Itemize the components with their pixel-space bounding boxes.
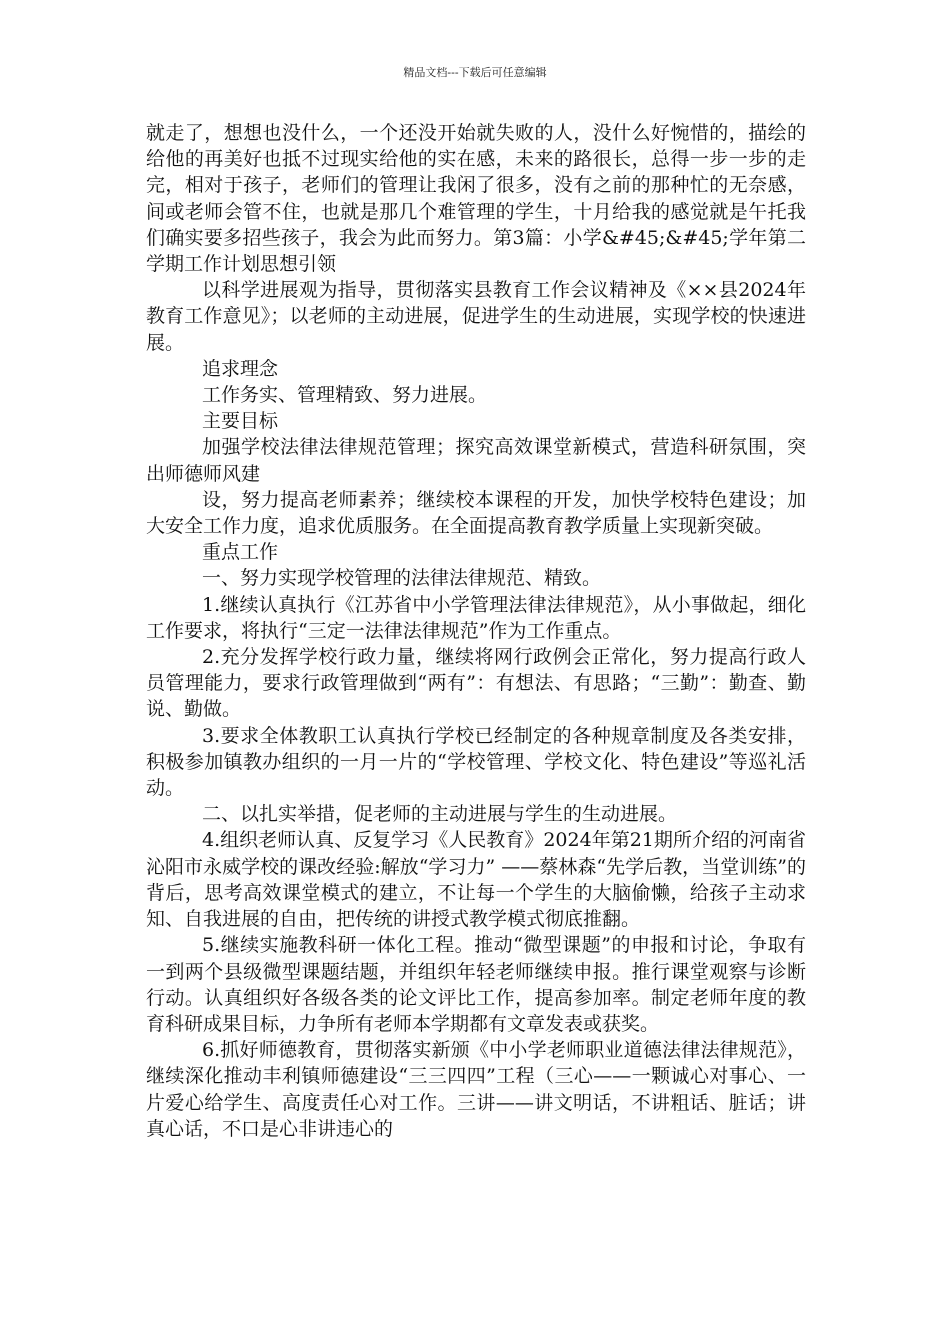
- list-item: 4.组织老师认真、反复学习《人民教育》2024年第21期所介绍的河南省沁阳市永威学校的课改经验:解放“学习力” ——蔡林森“先学后教，当堂训练”的背后，思考高效课堂模式的建立，不让每一个学生的大脑偷懒，给孩子主动求知、自我进展的自由，把传统的讲授式教学模式彻底推翻。: [146, 829, 806, 931]
- paragraph: 以科学进展观为指导，贯彻落实县教育工作会议精神及《××县2024年教育工作意见》；以老师的主动进展，促进学生的生动进展，实现学校的快速进展。: [146, 279, 806, 354]
- list-item: 1.继续认真执行《江苏省中小学管理法律法律规范》，从小事做起，细化工作要求，将执行“三定一法律法律规范”作为工作重点。: [146, 593, 806, 642]
- section-heading: 主要目标: [202, 410, 279, 433]
- paragraph: 设，努力提高老师素养；继续校本课程的开发，加快学校特色建设；加大安全工作力度，追求优质服务。在全面提高教育教学质量上实现新突破。: [146, 488, 806, 538]
- section-heading: 重点工作: [202, 541, 279, 564]
- list-item: 2.充分发挥学校行政力量，继续将网行政例会正常化，努力提高行政人员管理能力，要求行政管理做到“两有”：有想法、有思路；“三勤”：勤查、勤说、勤做。: [146, 646, 806, 721]
- subsection-heading: 一、努力实现学校管理的法律法律规范、精致。: [202, 567, 602, 590]
- paragraph: 就走了，想想也没什么，一个还没开始就失败的人，没什么好惋惜的，描绘的给他的再美好也抵不过现实给他的实在感，未来的路很长，总得一步一步的走完，相对于孩子，老师们的管理让我闲了很多，没有之前的那种忙的无奈感，间或老师会管不住，也就是那几个难管理的学生，十月给我的感觉就是午托我们确实要多招些孩子，我会为此而努力。第3篇：小学&#45;&#45;学年第二学期工作计划思想引领: [146, 122, 806, 276]
- paragraph: 工作务实、管理精致、努力进展。: [202, 384, 488, 407]
- list-item: 6.抓好师德教育，贯彻落实新颁《中小学老师职业道德法律法律规范》，继续深化推动丰利镇师德建设“三三四四”工程（三心——一颗诚心对事心、一片爱心给学生、高度责任心对工作。三讲——讲文明话，不讲粗话、脏话；讲真心话，不口是心非讲违心的: [146, 1039, 806, 1140]
- list-item: 3.要求全体教职工认真执行学校已经制定的各种规章制度及各类安排，积极参加镇教办组织的一月一片的“学校管理、学校文化、特色建设”等巡礼活动。: [146, 724, 806, 800]
- page-header: 精品文档---下载后可任意编辑: [403, 66, 547, 79]
- subsection-heading: 二、以扎实举措，促老师的主动进展与学生的生动进展。: [202, 803, 678, 826]
- section-heading: 追求理念: [202, 357, 279, 380]
- document-body: [146, 120, 806, 1142]
- list-item: 5.继续实施教科研一体化工程。推动“微型课题”的申报和讨论，争取有一到两个县级微型课题结题，并组织年轻老师继续申报。推行课堂观察与诊断行动。认真组织好各级各类的论文评比工作，提高参加率。制定老师年度的教育科研成果目标，力争所有老师本学期都有文章发表或获奖。: [146, 934, 806, 1035]
- paragraph: 加强学校法律法律规范管理；探究高效课堂新模式，营造科研氛围，突出师德师风建: [146, 436, 806, 485]
